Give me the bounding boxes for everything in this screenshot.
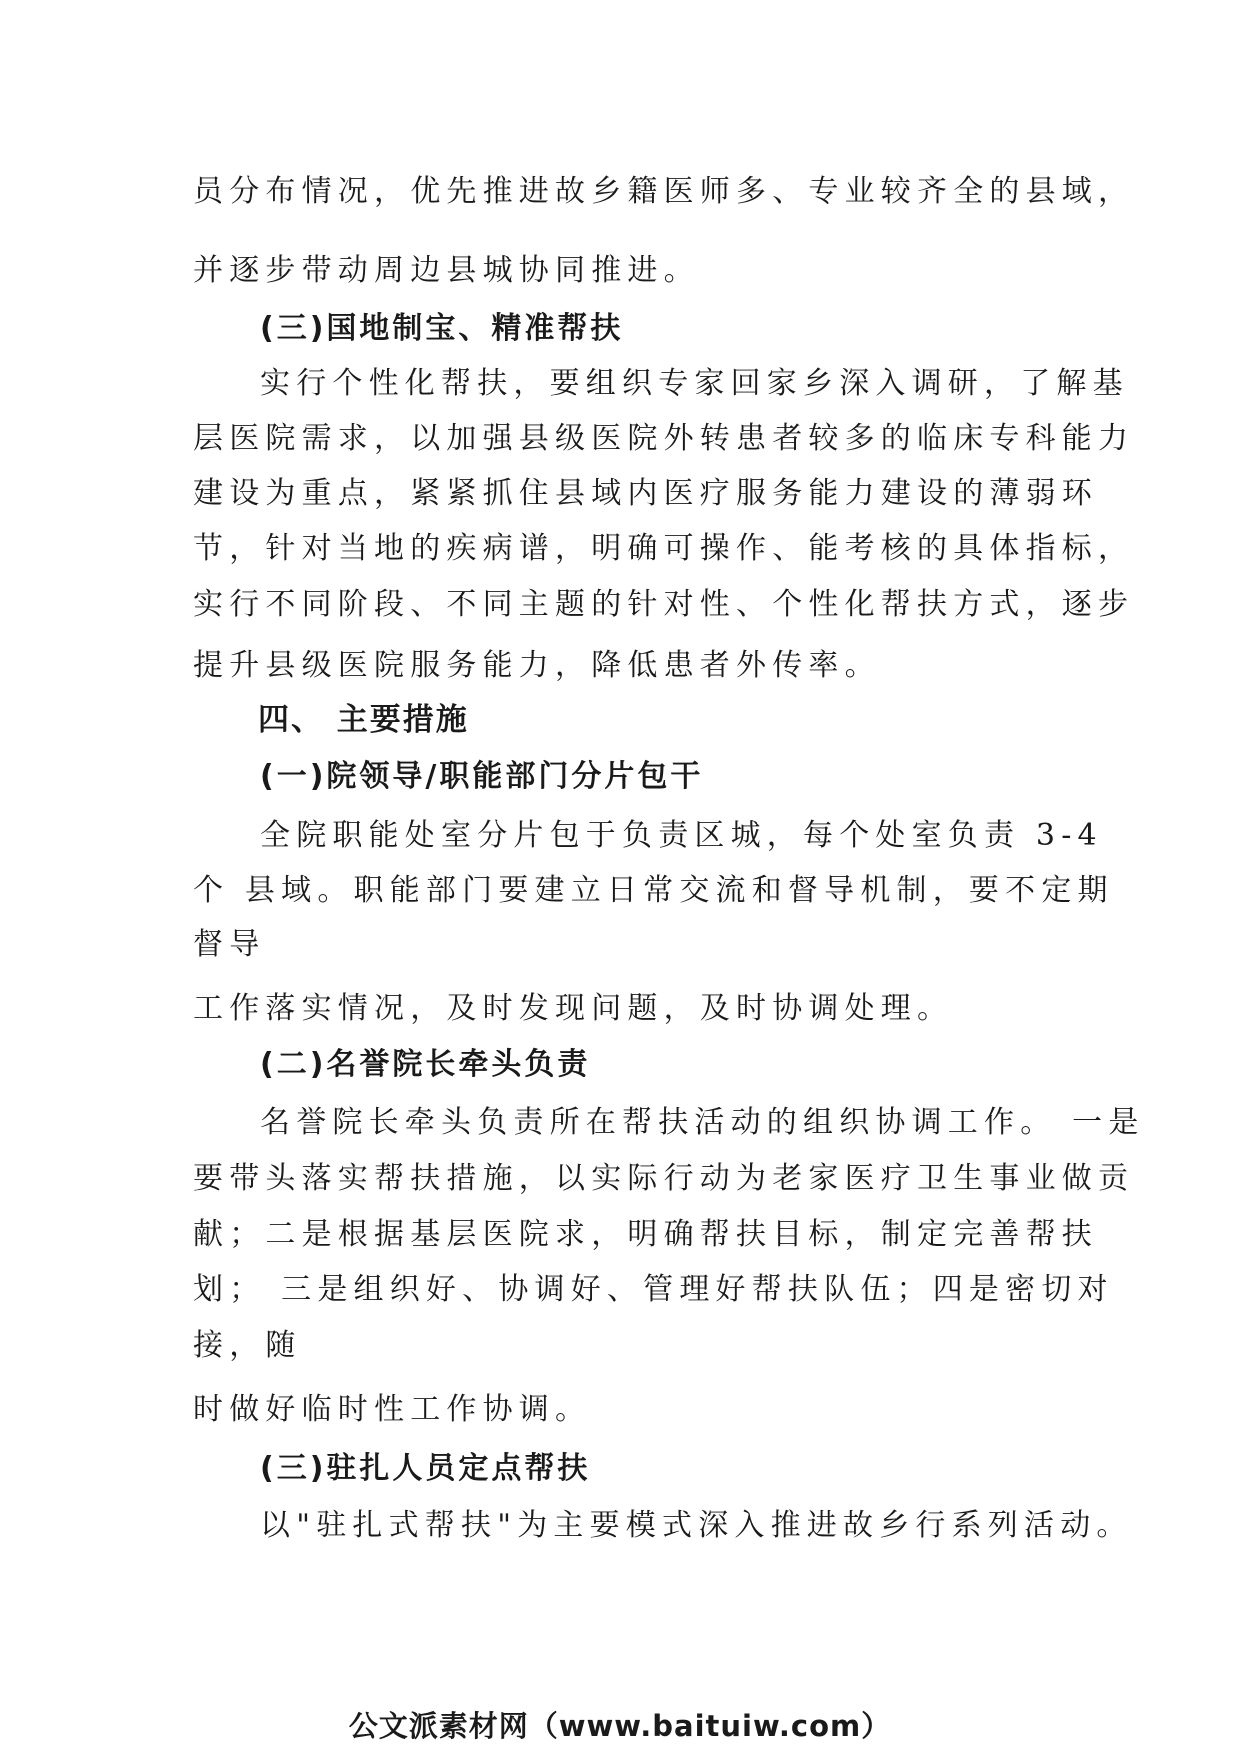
body-line: 并逐步带动周边县城协同推进。 [193,253,700,288]
body-line: 提升县级医院服务能力，降低患者外传率。 [193,648,881,683]
body-line: 督导 [193,927,266,962]
subsection-heading: (一)院领导/职能部门分片包干 [260,759,704,794]
body-line: 以"驻扎式帮扶"为主要模式深入推进故乡行系列活动。 [260,1508,1133,1543]
body-line: 层医院需求，以加强县级医院外转患者较多的临床专科能力 [193,421,1135,456]
body-line: 工作落实情况，及时发现问题，及时协调处理。 [193,991,954,1026]
body-line: 接，随 [193,1328,302,1363]
subsection-heading: (二)名誉院长牵头负责 [260,1047,591,1082]
body-line: 名誉院长牵头负责所在帮扶活动的组织协调工作。 一是 [260,1105,1145,1140]
watermark-footer: 公文派素材网（www.baituiw.com） [348,1709,892,1743]
body-line: 要带头落实帮扶措施，以实际行动为老家医疗卫生事业做贡 [193,1161,1135,1196]
subsection-heading: (三)国地制宝、精准帮扶 [260,311,624,346]
body-line: 全院职能处室分片包于负责区城，每个处室负责 3-4 [260,818,1103,853]
body-line: 建设为重点，紧紧抓住县域内医疗服务能力建设的薄弱环 [193,476,1098,511]
body-line: 划； 三是组织好、协调好、管理好帮扶队伍；四是密切对 [193,1272,1114,1307]
section-heading: 四、 主要措施 [258,702,469,738]
body-line: 节，针对当地的疾病谱，明确可操作、能考核的具体指标， [193,531,1135,566]
body-line: 献；二是根据基层医院求，明确帮扶目标，制定完善帮扶 [193,1217,1098,1252]
body-line: 员分布情况，优先推进故乡籍医师多、专业较齐全的县域， [193,174,1135,209]
body-line: 个 县域。职能部门要建立日常交流和督导机制，要不定期 [193,873,1114,908]
subsection-heading: (三)驻扎人员定点帮扶 [260,1451,591,1486]
body-line: 实行个性化帮扶，要组织专家回家乡深入调研，了解基 [260,366,1129,401]
body-line: 时做好临时性工作协调。 [193,1392,592,1427]
body-line: 实行不同阶段、不同主题的针对性、个性化帮扶方式，逐步 [193,587,1135,622]
